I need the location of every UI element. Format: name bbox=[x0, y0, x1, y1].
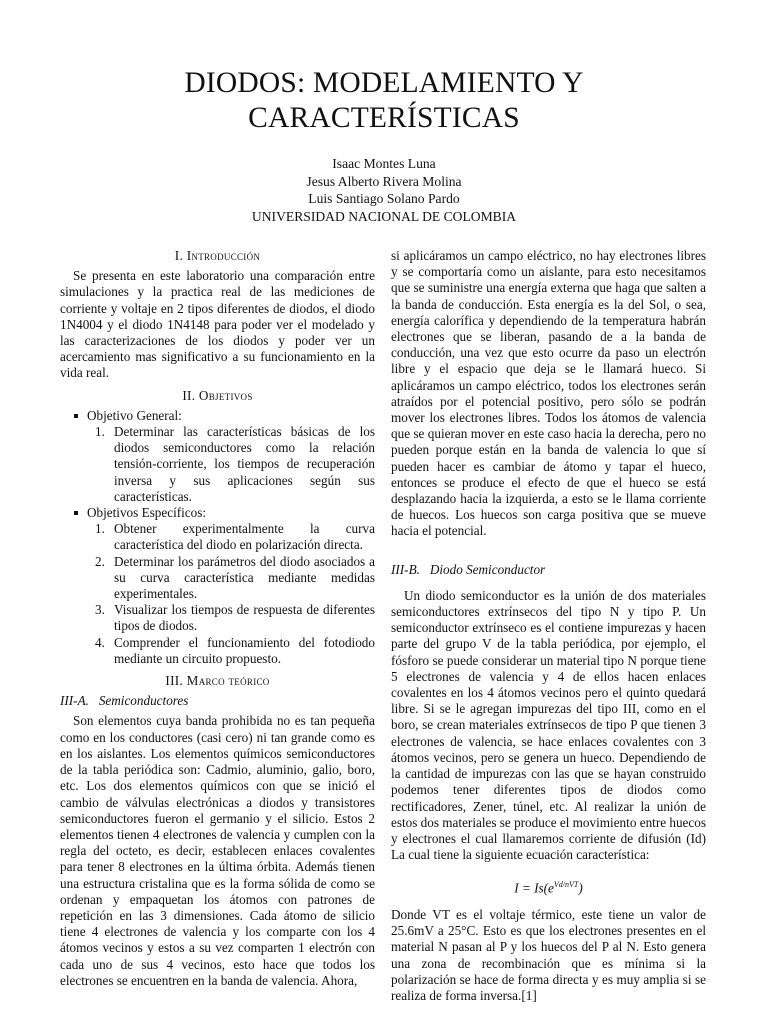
section-title: Introducción bbox=[186, 248, 261, 263]
specific-objective-label: Objetivos Específicos: bbox=[87, 505, 207, 521]
left-column bbox=[60, 248, 375, 989]
specific-objectives bbox=[87, 521, 375, 667]
author-name: Luis Santiago Solano Pardo bbox=[308, 191, 460, 206]
list-item bbox=[60, 505, 375, 667]
diodo-paragraph: Un diodo semiconductor es la unión de dos materiales semiconductores extrínsecos del tipo N y tipo P. Un semiconductor extrínseco es el contiene impurezas y hacen parte del grupo V de la tabla periódica, por ejemplo, el fósforo se puede considerar un material tipo N porque tiene 5 electrones de valencia y 4 de ellos hacen enlaces covalentes en los 4 átomos vecinos pero el quinto quedará libre. Si se le agregan impurezas del tipo III, como en el boro, se crean materiales extrínsecos de tipo P que tienen 3 electrones de valencia, se hace enlaces covalentes con 3 átomos vecinos, pero se genera un hueco. Dependiendo de la cantidad de impurezas con las que se hayan construido podemos tener diferentes tipos de diodos como rectificadores, Zener, túnel, etc. Al realizar la unión de estos dos materiales se produce el movimiento entre huecos y electrones el cual llamaremos corriente de difusión (Id) La cual tiene la siguiente ecuación característica: bbox=[391, 587, 706, 863]
section-number: I. bbox=[174, 248, 184, 263]
title-line-1: DIODOS: MODELAMIENTO Y bbox=[184, 67, 584, 99]
section-heading-introduccion bbox=[60, 248, 375, 264]
section-heading-objetivos bbox=[60, 388, 375, 404]
paper-title bbox=[0, 66, 768, 136]
subsection-heading-diodo: III-B. Diodo Semiconductor bbox=[391, 561, 546, 577]
semiconductores-paragraph: Son elementos cuya banda prohibida no es tan pequeña como en los conductores (casi cero) ni tan grande como es en los aislantes. Los elementos químicos semiconductores de la tabla periódica son: Cadmio, aluminio, galio, boro, etc. Los dos elementos químicos con que se inició el cambio de válvulas electrónicas a diodos y transistores semiconductores fueron el germanio y el silicio. Estos 2 elementos tienen 4 electrones de valencia y cumplen con la regla del octeto, es decir, establecen enlaces covalentes para tener 8 electrones en la última órbita. Además tienen una estructura cristalina que es la forma sólida de como se ordenan y empaquetan los átomos con patrones de repetición en las 3 dimensiones. Cada átomo de silicio tiene 4 electrones de valencia y los comparte con los 4 átomos vecinos y estos a su vez comparten 1 electrón con cada uno de sus 4 vecinos, esto hace que todos los electrones se encuentren en la banda de valencia. Ahora, bbox=[60, 713, 375, 988]
section-title: Objetivos bbox=[198, 387, 253, 403]
list-item: 2. Determinar los parámetros del diodo asociados a su curva característica mediante medidas experimentales. bbox=[95, 553, 375, 602]
intro-paragraph: Se presenta en este laboratorio una comparación entre simulaciones y la practica real de las mediciones de corriente y voltaje en 2 tipos diferentes de diodos, el diodo 1N4004 y el diodo 1N4148 para poder ver el modelado y las caracterizaciones de los diodos y poder ver un acercamiento mas significativo a su funcionamiento en la vida real. bbox=[60, 268, 375, 381]
general-objectives bbox=[87, 424, 375, 505]
list-item bbox=[60, 408, 375, 505]
author-name: Jesus Alberto Rivera Molina bbox=[306, 173, 462, 189]
diodo-paragraph-after-equation: Donde VT es el voltaje térmico, este tiene un valor de 25.6mV a 25°C. Esto es que los electrones presentes en el material N pasan al P y los huecos del P al N. Esto genera una zona de recombinación que es mínima si la polarización se hace de forma directa y es muy amplia si se realiza de forma inversa.[1] bbox=[391, 906, 706, 1003]
list-item: 3. Visualizar los tiempos de respuesta de diferentes tipos de diodos. bbox=[95, 602, 375, 634]
section-title: Marco teórico bbox=[186, 673, 270, 689]
right-column bbox=[391, 248, 706, 1004]
section-heading-marco-teorico bbox=[60, 673, 375, 689]
author-block bbox=[0, 155, 768, 225]
list-item: 1. Determinar las características básicas de los diodos semiconductores como la relación tensión-corriente, los tiempos de recuperación inversa y sus aplicaciones según sus características. bbox=[95, 424, 375, 504]
diode-equation: $I = Is(e^{Vd/nVT})$ bbox=[514, 880, 583, 896]
objectives-list bbox=[60, 408, 375, 667]
section-number: II. bbox=[182, 387, 196, 403]
affiliation: UNIVERSIDAD NACIONAL DE COLOMBIA bbox=[251, 208, 517, 224]
list-item: 4. Comprender el funcionamiento del fotodiodo mediante un circuito propuesto. bbox=[95, 634, 375, 666]
semiconductores-continuation: si aplicáramos un campo eléctrico, no hay electrones libres y se comportaría como un aislante, para esto necesitamos que se suministre una energía externa que haga que salten a la banda de conducción. Esta energía es la del Sol, o sea, energía calorífica y dependiendo de la temperatura habrán electrones que se liberan, pasando de a la banda de conducción, una vez que esto ocurre da paso un electrón libre y el espacio que deja se le llamará hueco. Si aplicáramos un campo eléctrico, todos los electrones serán atraídos por el potencial positivo, pero sólo se podrán mover los electrones libres. Todos los átomos de valencia que se quieran mover en este caso hacia la derecha, pero no pueden porque están en la banda de valencia lo que sí pueden hacer es cambiar de átomo y tapar el hueco, entonces se produce el efecto de que el hueco se está desplazando hacia la izquierda, a esto se le llama corriente de huecos. Los huecos son carga positiva que se mueve hacia el potencial. bbox=[391, 248, 706, 539]
list-item: 1. Obtener experimentalmente la curva característica del diodo en polarización directa. bbox=[95, 521, 375, 553]
general-objective-label: Objetivo General: bbox=[87, 407, 182, 423]
section-number: III. bbox=[165, 673, 184, 689]
author-name: Isaac Montes Luna bbox=[332, 156, 436, 171]
subsection-heading-semiconductores: III-A. Semiconductores bbox=[60, 693, 189, 709]
title-line-2: CARACTERÍSTICAS bbox=[248, 102, 520, 134]
